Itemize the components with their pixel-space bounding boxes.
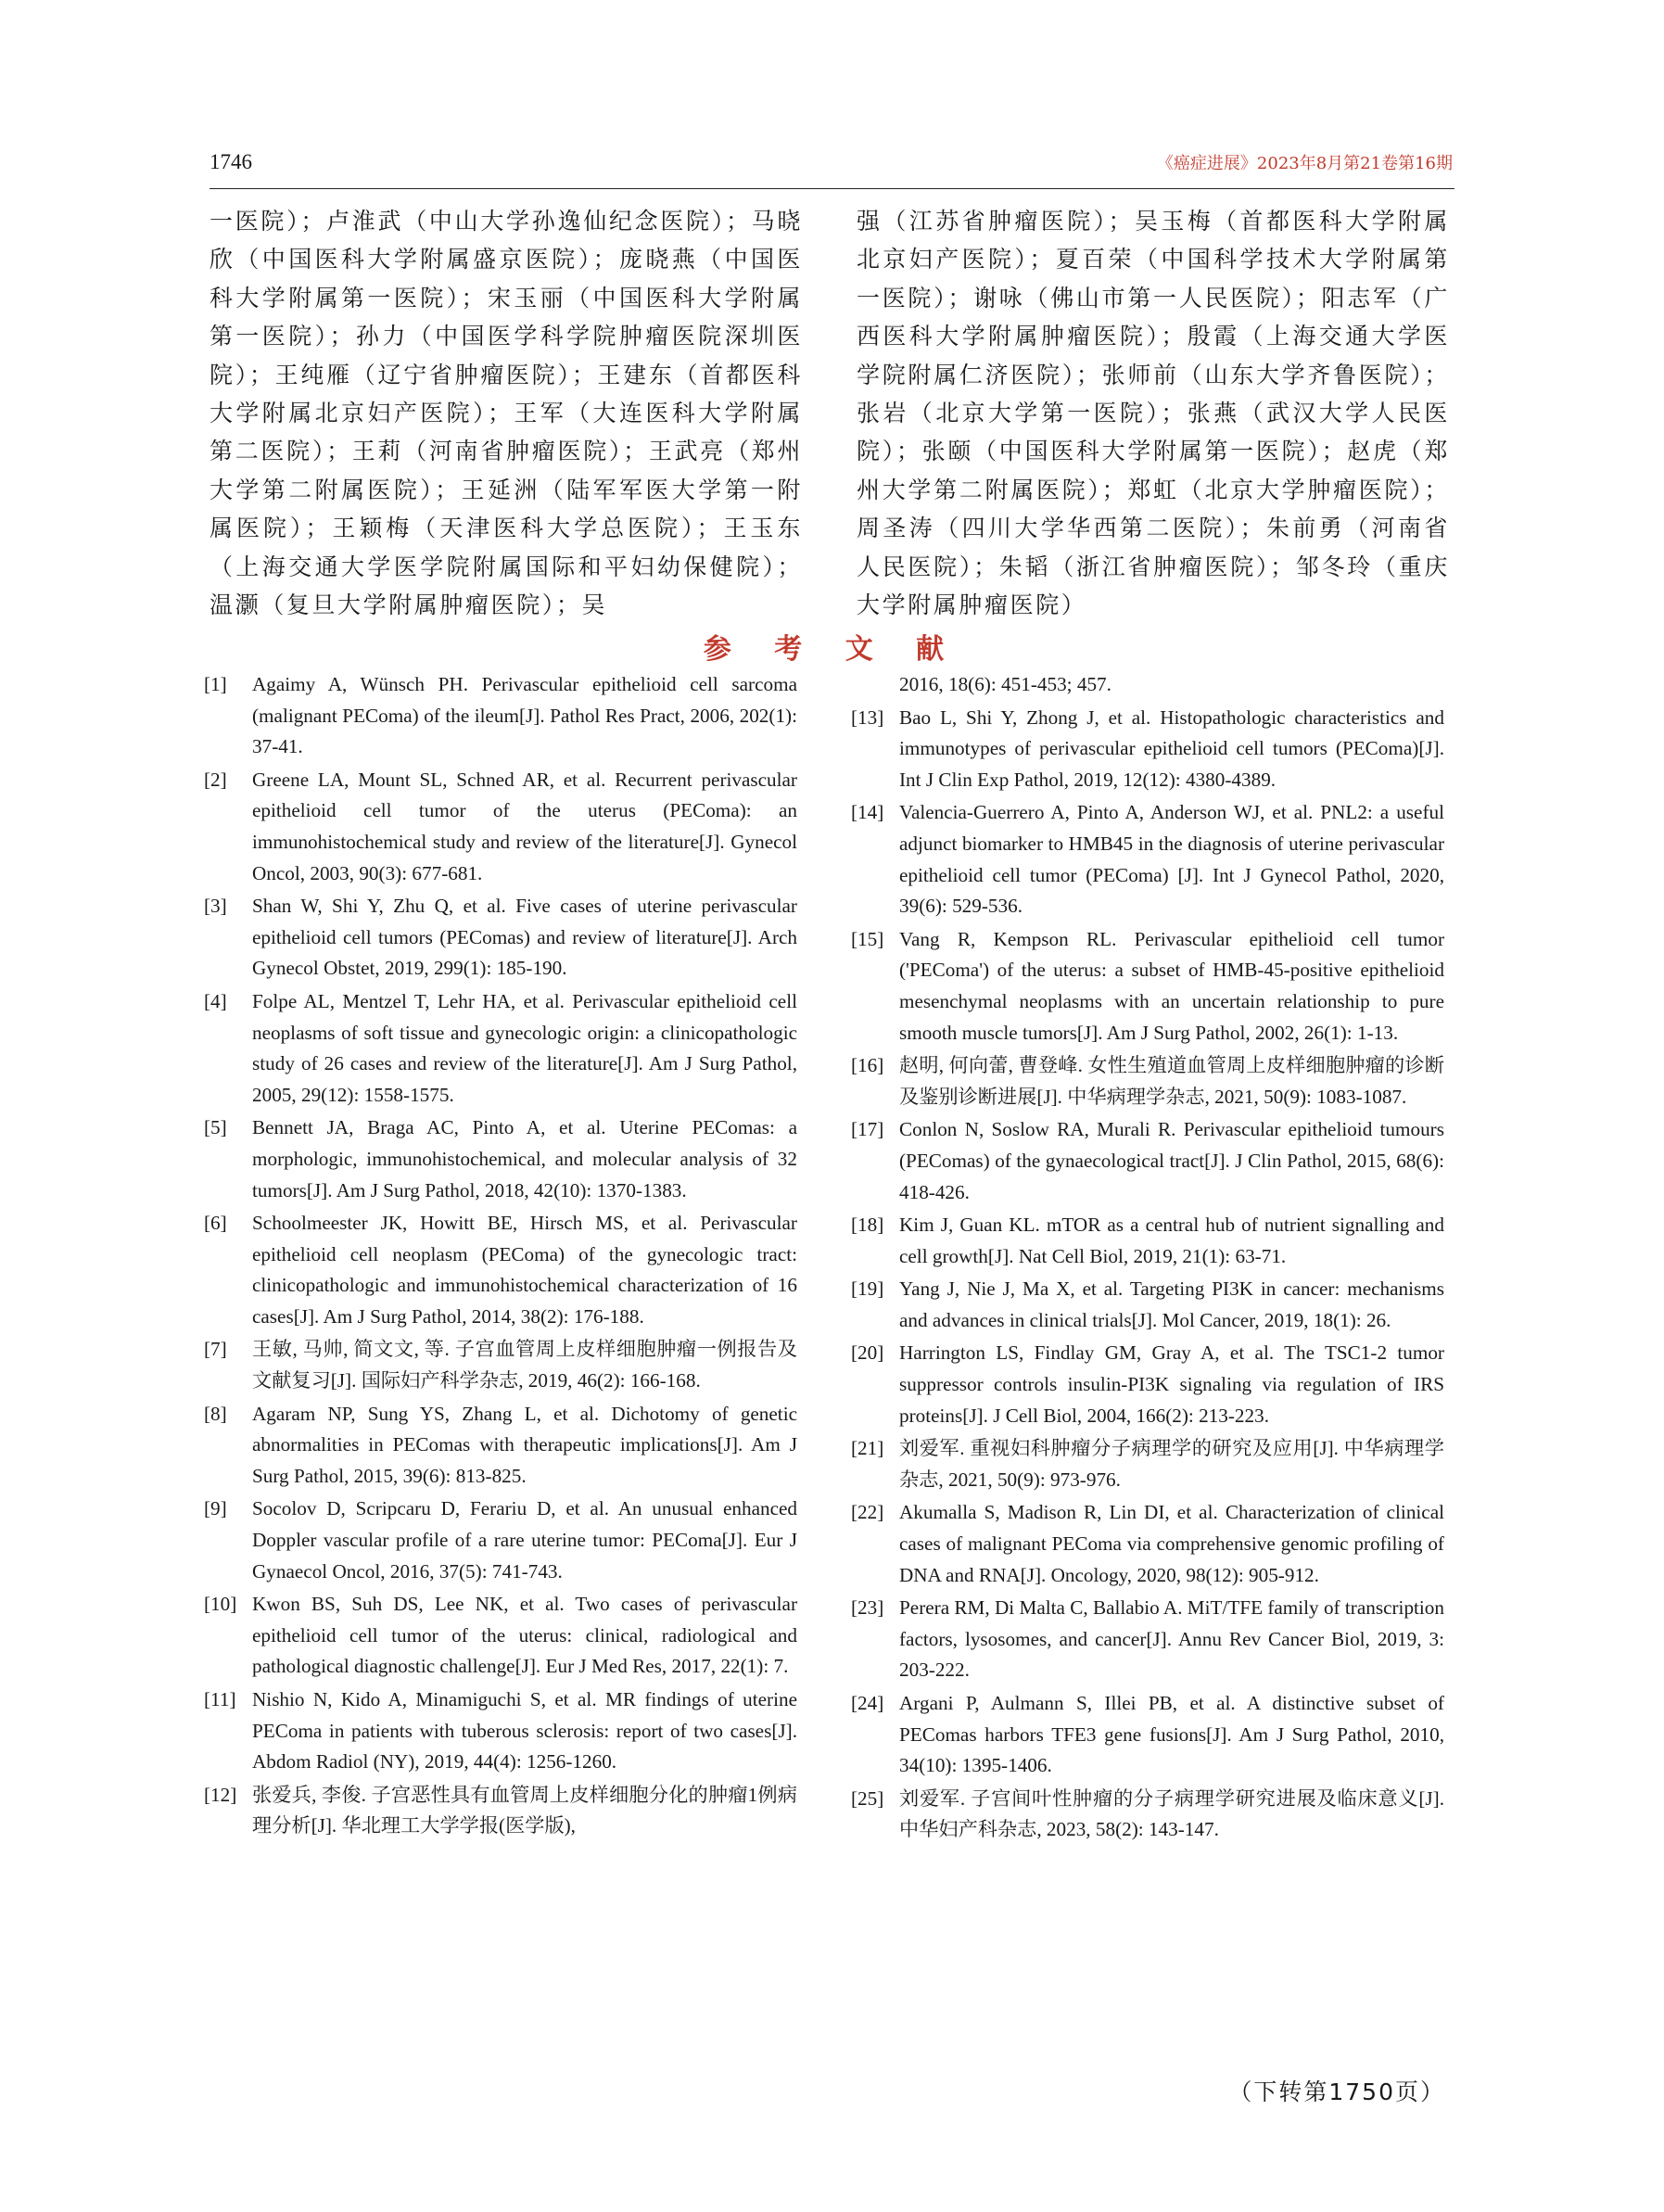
- reference-item: [851, 1497, 1444, 1591]
- reference-item: [851, 1210, 1444, 1272]
- reference-text: Valencia-Guerrero A, Pinto A, Anderson WJ, et al. PNL2: a useful adjunct biomarker to HMB45 in the diagnosis of uterine perivascular epithelioid cell tumor (PEComa) [J]. Int J Gynecol Pathol, 2020, 39(6): 529-536.: [899, 801, 1444, 918]
- reference-item: [851, 1688, 1444, 1782]
- continued-note: （下转第1750页）: [1228, 2079, 1445, 2105]
- acknowledgements-left: 一医院）；卢淮武（中山大学孙逸仙纪念医院）；马晓欣（中国医科大学附属盛京医院）；庞晓燕（中国医科大学附属第一医院）；宋玉丽（中国医科大学附属第一医院）；孙力（中国医学科学院肿瘤医院深圳医院）；王纯雁（辽宁省肿瘤医院）；王建东（首都医科大学附属北京妇产医院）；王军（大连医科大学附属第二医院）；王莉（河南省肿瘤医院）；王武亮（郑州大学第二附属医院）；王延洲（陆军军医大学第一附属医院）；王颖梅（天津医科大学总医院）；王玉东（上海交通大学医学院附属国际和平妇幼保健院）；温灏（复旦大学附属肿瘤医院）；吴: [210, 208, 803, 619]
- reference-number: [3]: [204, 895, 227, 918]
- reference-item: [851, 703, 1444, 796]
- journal-header: 《癌症进展》2023年8月第21卷第16期: [1156, 154, 1453, 173]
- reference-item: [851, 1433, 1444, 1495]
- reference-text: Vang R, Kempson RL. Perivascular epithelioid cell tumor ('PEComa') of the uterus: a subset of HMB-45-positive epithelioid mesenchymal neoplasms with an uncertain relationship to pure smooth muscle tumors[J]. Am J Surg Pathol, 2002, 26(1): 1-13.: [899, 927, 1444, 1044]
- reference-number: [15]: [851, 927, 884, 950]
- reference-number: [8]: [204, 1402, 227, 1425]
- reference-text: Shan W, Shi Y, Zhu Q, et al. Five cases of uterine perivascular epithelioid cell tumors (PEComas) and review of literature[J]. Arch Gynecol Obstet, 2019, 299(1): 185-190.: [252, 895, 797, 980]
- reference-number: [25]: [851, 1786, 884, 1810]
- reference-number: [23]: [851, 1596, 884, 1620]
- reference-number: [1]: [204, 673, 227, 695]
- reference-text: 刘爱军. 重视妇科肿瘤分子病理学的研究及应用[J]. 中华病理学杂志, 2021, 50(9): 973-976.: [899, 1437, 1444, 1491]
- reference-item: [204, 1780, 797, 1842]
- reference-item: [204, 765, 797, 889]
- reference-item: [851, 1593, 1444, 1686]
- reference-item: [204, 986, 797, 1111]
- reference-item: [204, 1494, 797, 1587]
- reference-number: [10]: [204, 1593, 237, 1616]
- reference-number: [20]: [851, 1341, 884, 1365]
- reference-number: [12]: [204, 1783, 237, 1806]
- reference-text: 刘爱军. 子宫间叶性肿瘤的分子病理学研究进展及临床意义[J]. 中华妇产科杂志, 2023, 58(2): 143-147.: [899, 1786, 1444, 1841]
- reference-text: Bao L, Shi Y, Zhong J, et al. Histopathologic characteristics and immunotypes of perivascular epithelioid cell tumors (PEComa)[J]. Int J Clin Exp Pathol, 2019, 12(12): 4380-4389.: [899, 706, 1444, 791]
- reference-item: [851, 924, 1444, 1049]
- reference-text: Harrington LS, Findlay GM, Gray A, et al. The TSC1-2 tumor suppressor controls insulin-PI3K signaling via regulation of IRS proteins[J]. J Cell Biol, 2004, 166(2): 213-223.: [899, 1341, 1444, 1427]
- page-number: 1746: [210, 150, 252, 173]
- reference-text: Conlon N, Soslow RA, Murali R. Perivascular epithelioid tumours (PEComas) of the gynaecological tract[J]. J Clin Pathol, 2015, 68(6): 418-426.: [899, 1118, 1444, 1203]
- reference-text: Perera RM, Di Malta C, Ballabio A. MiT/TFE family of transcription factors, lysosomes, and cancer[J]. Annu Rev Cancer Biol, 2019, 3: 203-222.: [899, 1596, 1444, 1682]
- reference-number: [14]: [851, 801, 884, 824]
- reference-text: Nishio N, Kido A, Minamiguchi S, et al. MR findings of uterine PEComa in patients with tuberous sclerosis: report of two cases[J]. Abdom Radiol (NY), 2019, 44(4): 1256-1260.: [252, 1688, 797, 1773]
- reference-number: [13]: [851, 706, 884, 729]
- reference-item: [851, 1784, 1444, 1846]
- reference-number: [17]: [851, 1118, 884, 1141]
- reference-number: [21]: [851, 1437, 884, 1460]
- reference-text: 张爱兵, 李俊. 子宫恶性具有血管周上皮样细胞分化的肿瘤1例病理分析[J]. 华北理工大学学报(医学版),: [252, 1783, 797, 1837]
- reference-item: [204, 1334, 797, 1396]
- reference-text: 赵明, 何向蕾, 曹登峰. 女性生殖道血管周上皮样细胞肿瘤的诊断及鉴别诊断进展[J]. 中华病理学杂志, 2021, 50(9): 1083-1087.: [899, 1054, 1444, 1108]
- header-rule: [210, 188, 1454, 189]
- reference-item: [204, 1112, 797, 1206]
- reference-number: [22]: [851, 1501, 884, 1524]
- reference-text: 王敏, 马帅, 简文文, 等. 子宫血管周上皮样细胞肿瘤一例报告及文献复习[J]. 国际妇产科学杂志, 2019, 46(2): 166-168.: [252, 1338, 797, 1392]
- reference-text: Kwon BS, Suh DS, Lee NK, et al. Two cases of perivascular epithelioid cell tumor of the uterus: clinical, radiological and pathological diagnostic challenge[J]. Eur J Med Res, 2017, 22(1): 7.: [252, 1593, 797, 1678]
- reference-item: [204, 1399, 797, 1493]
- reference-continuation: 2016, 18(6): 451-453; 457.: [899, 673, 1111, 695]
- reference-text: Greene LA, Mount SL, Schned AR, et al. Recurrent perivascular epithelioid cell tumor of the uterus (PEComa): an immunohistochemical study and review of the literature[J]. Gynecol Oncol, 2003, 90(3): 677-681.: [252, 768, 797, 884]
- reference-item: [851, 1114, 1444, 1208]
- reference-text: Kim J, Guan KL. mTOR as a central hub of nutrient signalling and cell growth[J]. Nat Cell Biol, 2019, 21(1): 63-71.: [899, 1214, 1444, 1267]
- acknowledgements-right: 强（江苏省肿瘤医院）；吴玉梅（首都医科大学附属北京妇产医院）；夏百荣（中国科学技术大学附属第一医院）；谢咏（佛山市第一人民医院）；阳志军（广西医科大学附属肿瘤医院）；殷霞（上海交通大学医学院附属仁济医院）；张师前（山东大学齐鲁医院）；张岩（北京大学第一医院）；张燕（武汉大学人民医院）；张颐（中国医科大学附属第一医院）；赵虎（郑州大学第二附属医院）；郑虹（北京大学肿瘤医院）；周圣涛（四川大学华西第二医院）；朱前勇（河南省人民医院）；朱韬（浙江省肿瘤医院）；邹冬玲（重庆大学附属肿瘤医院）: [857, 208, 1450, 619]
- references-right-column: [851, 669, 1444, 1848]
- reference-text: Akumalla S, Madison R, Lin DI, et al. Characterization of clinical cases of malignant PEComa via comprehensive genomic profiling of DNA and RNA[J]. Oncology, 2020, 98(12): 905-912.: [899, 1501, 1444, 1586]
- reference-text: Folpe AL, Mentzel T, Lehr HA, et al. Perivascular epithelioid cell neoplasms of soft tissue and gynecologic origin: a clinicopathologic study of 26 cases and review of the literature[J]. Am J Surg Pathol, 2005, 29(12): 1558-1575.: [252, 989, 797, 1106]
- reference-number: [11]: [204, 1688, 236, 1710]
- reference-text: Argani P, Aulmann S, Illei PB, et al. A distinctive subset of PEComas harbors TFE3 gene fusions[J]. Am J Surg Pathol, 2010, 34(10): 1395-1406.: [899, 1692, 1444, 1777]
- reference-text: Schoolmeester JK, Howitt BE, Hirsch MS, et al. Perivascular epithelioid cell neoplasm (PEComa) of the gynecologic tract: clinicopathologic and immunohistochemical characterization of 16 cases[J]. Am J Surg Pathol, 2014, 38(2): 176-188.: [252, 1212, 797, 1328]
- reference-item: [851, 1338, 1444, 1431]
- reference-item: [204, 1684, 797, 1778]
- reference-number: [9]: [204, 1497, 227, 1520]
- reference-item: [851, 797, 1444, 922]
- reference-item: [851, 1050, 1444, 1112]
- reference-number: [6]: [204, 1212, 227, 1235]
- reference-item: [851, 1274, 1444, 1336]
- reference-number: [4]: [204, 989, 227, 1012]
- reference-number: [2]: [204, 768, 227, 791]
- reference-number: [24]: [851, 1692, 884, 1714]
- references-left-column: [204, 669, 797, 1844]
- reference-text: Agaram NP, Sung YS, Zhang L, et al. Dichotomy of genetic abnormalities in PEComas with therapeutic implications[J]. Am J Surg Pathol, 2015, 39(6): 813-825.: [252, 1402, 797, 1487]
- reference-number: [19]: [851, 1278, 884, 1301]
- reference-number: [18]: [851, 1214, 884, 1237]
- references-heading: 参 考 文 献: [703, 633, 961, 666]
- reference-number: [7]: [204, 1338, 227, 1361]
- reference-text: Agaimy A, Wünsch PH. Perivascular epithelioid cell sarcoma (malignant PEComa) of the ileum[J]. Pathol Res Pract, 2006, 202(1): 37-41.: [252, 673, 797, 758]
- reference-text: Socolov D, Scripcaru D, Ferariu D, et al. An unusual enhanced Doppler vascular profile of a rare uterine tumor: PEComa[J]. Eur J Gynaecol Oncol, 2016, 37(5): 741-743.: [252, 1497, 797, 1583]
- reference-number: [5]: [204, 1116, 227, 1139]
- reference-text: Yang J, Nie J, Ma X, et al. Targeting PI3K in cancer: mechanisms and advances in clinical trials[J]. Mol Cancer, 2019, 18(1): 26.: [899, 1278, 1444, 1331]
- reference-item: [204, 1208, 797, 1332]
- reference-text: Bennett JA, Braga AC, Pinto A, et al. Uterine PEComas: a morphologic, immunohistochemical, and molecular analysis of 32 tumors[J]. Am J Surg Pathol, 2018, 42(10): 1370-1383.: [252, 1116, 797, 1201]
- reference-number: [16]: [851, 1054, 884, 1077]
- reference-item: [204, 891, 797, 985]
- reference-item: [204, 1589, 797, 1683]
- reference-item: [204, 669, 797, 763]
